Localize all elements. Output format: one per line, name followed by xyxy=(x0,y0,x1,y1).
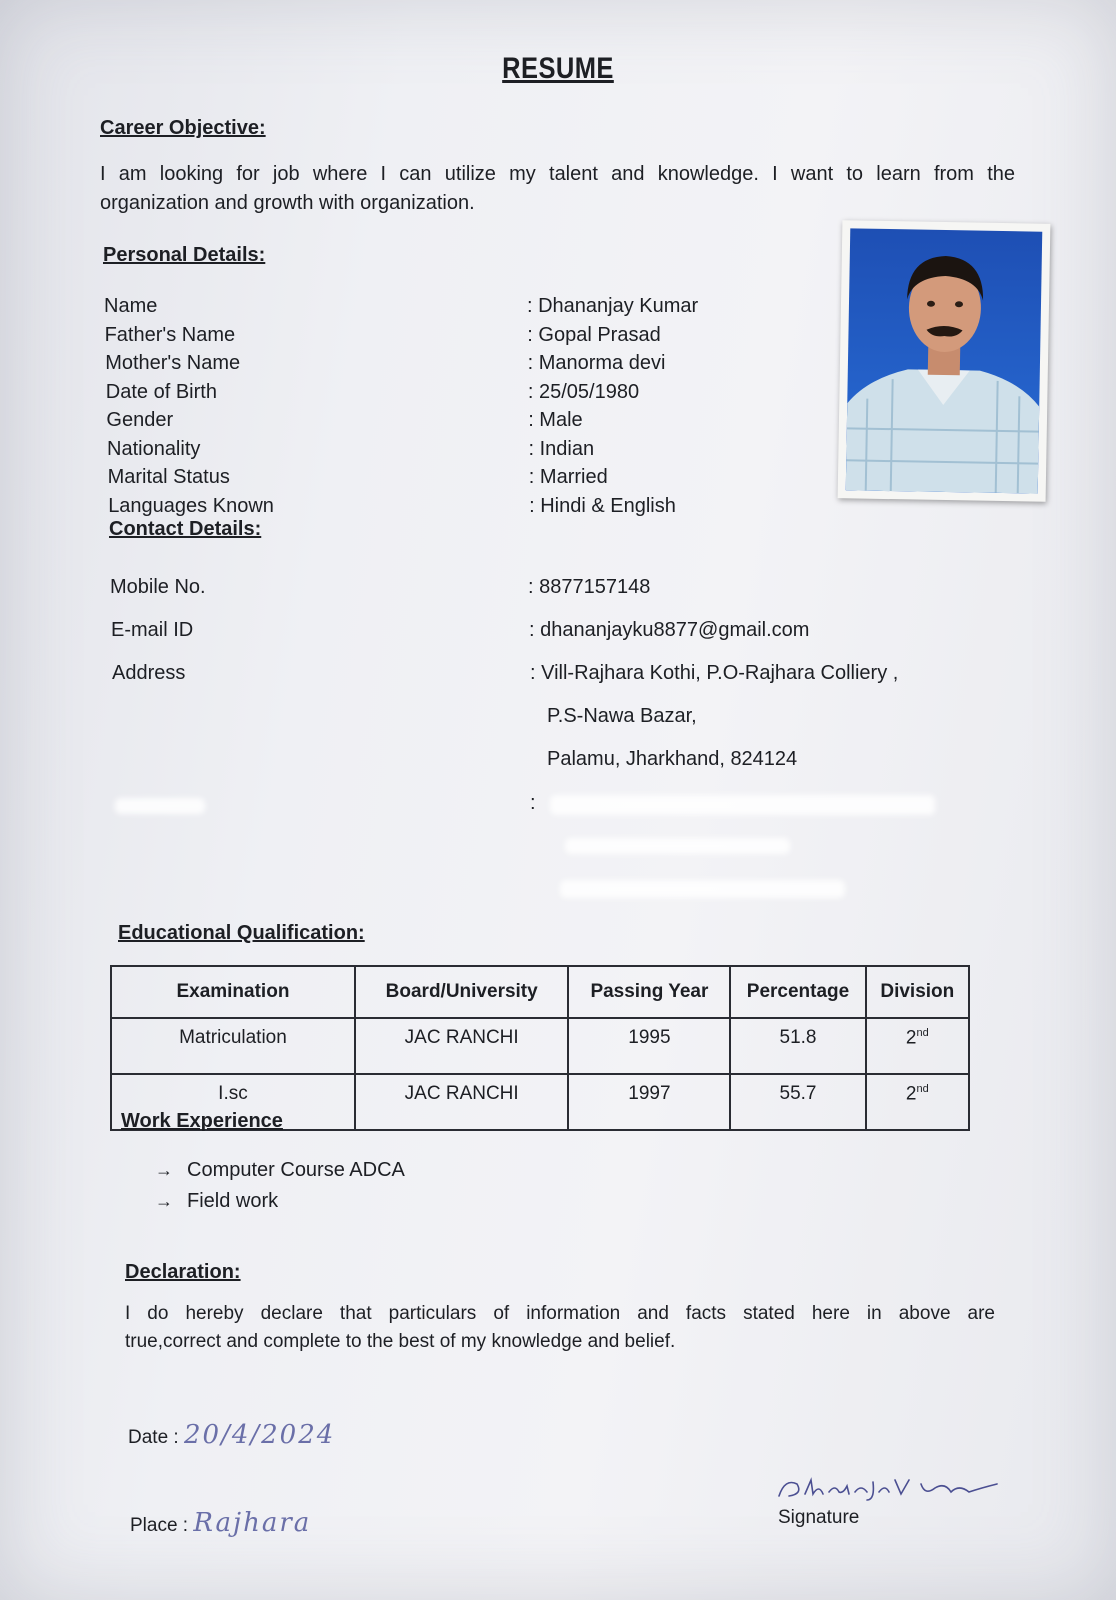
profile-photo xyxy=(846,228,1043,493)
personal-label: Name xyxy=(104,295,158,317)
arrow-right-icon: → xyxy=(155,1160,173,1180)
education-percentage-cell: 51.8 xyxy=(730,1018,865,1074)
personal-label: Gender xyxy=(106,409,174,431)
col-board: Board/University xyxy=(355,966,569,1018)
col-division: Division xyxy=(866,966,969,1018)
personal-value: : 25/05/1980 xyxy=(527,381,640,403)
date-value: 20/4/2024 xyxy=(183,1420,336,1450)
personal-value: : Male xyxy=(528,409,583,431)
redacted-colon: : xyxy=(530,792,536,814)
col-passing-year: Passing Year xyxy=(568,966,730,1018)
personal-label: Mother's Name xyxy=(105,352,241,374)
work-experience-heading: Work Experience xyxy=(121,1110,283,1132)
education-percentage-cell: 55.7 xyxy=(730,1074,865,1130)
career-objective-text xyxy=(100,160,1015,218)
redacted-line-1 xyxy=(550,795,935,815)
address-label: Address xyxy=(112,662,186,684)
redacted-label xyxy=(115,798,205,814)
career-objective-line-2: organization and growth with organization. xyxy=(100,192,475,214)
contact-details-heading: Contact Details: xyxy=(109,518,262,540)
education-year-cell: 1997 xyxy=(568,1074,730,1130)
table-row xyxy=(111,1018,969,1074)
personal-label: Marital Status xyxy=(107,466,230,488)
col-percentage: Percentage xyxy=(730,966,865,1018)
arrow-right-icon: → xyxy=(155,1191,173,1211)
personal-label: Nationality xyxy=(107,438,201,460)
education-exam-cell: Matriculation xyxy=(111,1018,355,1074)
education-heading: Educational Qualification: xyxy=(118,922,365,944)
declaration-heading: Declaration: xyxy=(125,1261,241,1283)
education-board-cell: JAC RANCHI xyxy=(355,1018,569,1074)
resume-title: RESUME xyxy=(502,52,614,85)
personal-value: : Dhananjay Kumar xyxy=(527,295,699,317)
education-division-cell xyxy=(866,1018,969,1074)
address-line-1: : Vill-Rajhara Kothi, P.O-Rajhara Colliery , xyxy=(530,662,899,684)
education-division-cell xyxy=(866,1074,969,1130)
date-label: Date : xyxy=(128,1427,179,1448)
education-exam-cell: I.sc xyxy=(111,1074,355,1130)
personal-label: Date of Birth xyxy=(105,381,217,403)
declaration-line-2: true,correct and complete to the best of my knowledge and belief. xyxy=(125,1331,676,1352)
signature-label: Signature xyxy=(778,1507,860,1528)
education-header-row xyxy=(111,966,969,1018)
mobile-value: : 8877157148 xyxy=(528,576,651,598)
declaration-line-1: I do hereby declare that particulars of information and facts stated here in above are xyxy=(125,1303,995,1324)
personal-value: : Manorma devi xyxy=(527,352,666,374)
redacted-line-3 xyxy=(560,880,845,898)
profile-photo-frame xyxy=(838,220,1051,502)
mobile-label: Mobile No. xyxy=(110,576,206,598)
career-objective-line-1: I am looking for job where I can utilize my talent and knowledge. I want to learn from the xyxy=(100,163,1015,185)
list-item xyxy=(155,1186,405,1217)
email-value: : dhananjayku8877@gmail.com xyxy=(529,619,810,641)
division-number: 2 xyxy=(905,1027,917,1049)
work-item-text: Computer Course ADCA xyxy=(187,1159,405,1181)
division-suffix: nd xyxy=(916,1083,929,1095)
email-label: E-mail ID xyxy=(111,619,194,641)
place-value: Rajhara xyxy=(193,1508,312,1538)
personal-value: : Indian xyxy=(528,438,595,460)
personal-value: : Gopal Prasad xyxy=(527,324,661,346)
personal-value: : Hindi & English xyxy=(529,495,676,517)
place-label: Place : xyxy=(130,1515,189,1536)
date-row xyxy=(128,1420,335,1450)
redacted-line-2 xyxy=(565,838,790,854)
work-item-text: Field work xyxy=(187,1190,279,1212)
personal-details-heading: Personal Details: xyxy=(103,244,266,266)
place-row xyxy=(130,1508,311,1538)
division-number: 2 xyxy=(905,1083,917,1105)
education-table xyxy=(110,965,970,1131)
list-item xyxy=(155,1155,405,1186)
education-year-cell: 1995 xyxy=(568,1018,730,1074)
personal-label: Languages Known xyxy=(108,495,274,517)
personal-label: Father's Name xyxy=(104,324,236,346)
education-board-cell: JAC RANCHI xyxy=(355,1074,569,1130)
address-line-2: P.S-Nawa Bazar, xyxy=(547,705,697,727)
personal-value: : Married xyxy=(528,466,608,488)
declaration-text xyxy=(125,1300,995,1356)
signature-image xyxy=(775,1470,1025,1504)
col-examination: Examination xyxy=(111,966,355,1018)
address-line-3: Palamu, Jharkhand, 824124 xyxy=(547,748,798,770)
portrait-illustration xyxy=(846,228,1043,493)
division-suffix: nd xyxy=(916,1027,929,1039)
work-experience-list xyxy=(155,1155,405,1217)
career-objective-heading: Career Objective: xyxy=(100,117,266,139)
